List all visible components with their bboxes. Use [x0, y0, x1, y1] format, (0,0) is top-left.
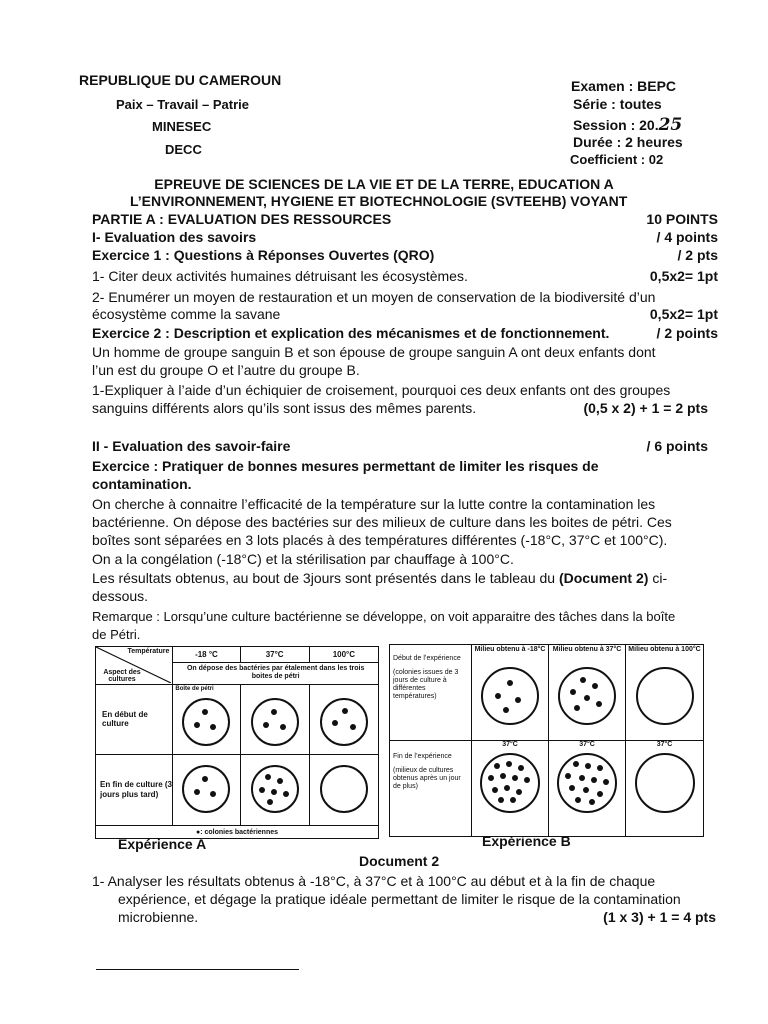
ministry-name: MINESEC — [152, 119, 212, 134]
paragraph-line-4: On a la congélation (-18°C) et la stérilisation par chauffage à 100°C. — [92, 551, 514, 567]
exercise-heading-line-2: contamination. — [92, 476, 192, 492]
exercise-2-text-1: Un homme de groupe sanguin B et son épouse de groupe sanguin A ont deux enfants dont — [92, 344, 656, 360]
experience-a-caption: Expérience A — [118, 836, 207, 852]
exercise-2-question-line-2: sanguins différents alors qu’ils sont issus des mêmes parents. (0,5 x 2) + 1 = 2 pts — [92, 400, 708, 416]
dish-cell-b1-2 — [549, 645, 626, 741]
document-2-label: Document 2 — [359, 853, 440, 869]
section-2-heading: II - Evaluation des savoir-faire / 6 points — [92, 438, 708, 454]
temp-label-b2-3: 37°C — [656, 741, 673, 748]
experience-a-table — [95, 646, 379, 839]
paragraph-line-1: On cherche à connaitre l’efficacité de la température sur la lutte contre la contamination les — [92, 496, 656, 512]
corner-aspect: Aspect des cultures — [103, 668, 141, 683]
office-name: DECC — [165, 142, 202, 157]
experience-b-caption: Expérience B — [482, 833, 571, 849]
legend-colonies: ●: colonies bactériennes — [96, 826, 379, 839]
temp-label-b2-1: 37°C — [502, 741, 518, 748]
petri-dish — [251, 698, 299, 746]
petri-dish — [558, 667, 616, 725]
remark-line-2: de Pétri. — [92, 627, 141, 642]
dish-cell-b1-1 — [472, 645, 549, 741]
final-question-line-3: microbienne. (1 x 3) + 1 = 4 pts — [118, 909, 716, 925]
start-note: (colonies issues de 3 jours de culture à différentes températures) — [393, 669, 459, 700]
final-question-line-1: 1- Analyser les résultats obtenus à -18°C, à 37°C et à 100°C au début et à la fin de chaque — [92, 873, 656, 889]
corner-cell — [96, 647, 173, 685]
end-title: Fin de l’expérience — [393, 753, 452, 760]
paragraph-line-6: dessous. — [92, 588, 149, 604]
dish-cell-a1-2 — [240, 684, 309, 754]
dish-cell-a2-2 — [240, 754, 309, 826]
experience-b-table — [389, 644, 704, 837]
row-end-label: En fin de culture (3 jours plus tard) — [96, 754, 173, 826]
partie-a-heading: PARTIE A : EVALUATION DES RESSOURCES 10 POINTS — [92, 211, 718, 227]
dish-cell-b2-1 — [472, 741, 549, 837]
col-header-2: Milieu obtenu à 37°C — [552, 646, 622, 653]
exam-serie: Série : toutes — [573, 96, 662, 112]
dish-cell-b1-3 — [626, 645, 704, 741]
deposit-subheader: On dépose des bactéries par étalement dans les trois boites de pétri — [173, 662, 379, 684]
row-start-label: En début de culture — [96, 684, 173, 754]
exam-session: Session : 20.25 — [573, 115, 683, 135]
temp-col-3: 100°C — [309, 647, 378, 663]
session-year-handwritten: 25 — [658, 115, 683, 135]
corner-temperature: Température — [127, 648, 170, 655]
start-title: Début de l’expérience — [393, 655, 461, 662]
petri-dish — [251, 765, 299, 813]
paragraph-line-2: bactérienne. On dépose des bactéries sur des milieux de culture dans les boites de pétri. Ces — [92, 514, 672, 530]
row-start-cell — [390, 645, 472, 741]
title-line-2: L’ENVIRONNEMENT, HYGIENE ET BIOTECHNOLOGIE (SVTEEHB) VOYANT — [130, 193, 628, 209]
petri-dish-empty — [635, 753, 695, 813]
exam-coefficient: Coefficient : 02 — [570, 152, 664, 167]
exercise-heading-line-1: Exercice : Pratiquer de bonnes mesures permettant de limiter les risques de — [92, 458, 599, 474]
question-2-line-1: 2- Enumérer un moyen de restauration et un moyen de conservation de la biodiversité d’un — [92, 289, 656, 305]
document-2-reference: (Document 2) — [558, 570, 649, 586]
petri-dish-label: Boîte de pétri — [175, 685, 214, 692]
col-header-1: Milieu obtenu à -18°C — [474, 646, 546, 653]
bottom-rule — [96, 969, 299, 970]
question-1: 1- Citer deux activités humaines détruisant les écosystèmes. 0,5x2= 1pt — [92, 268, 718, 284]
temp-col-2: 37°C — [240, 647, 309, 663]
petri-dish-empty — [320, 765, 368, 813]
remark-line-1: Remarque : Lorsqu’une culture bactérienne se développe, on voit apparaitre des tâches dans la boîte — [92, 609, 676, 624]
final-question-line-2: expérience, et dégage la pratique idéale permettant de limiter le risque de la contamination — [118, 891, 681, 907]
petri-dish — [481, 667, 539, 725]
national-motto: Paix – Travail – Patrie — [116, 97, 249, 112]
question-2-line-2: écosystème comme la savane 0,5x2= 1pt — [92, 306, 718, 322]
row-end-cell — [390, 741, 472, 837]
exercise-2-text-2: l’un est du groupe O et l’autre du groupe B. — [92, 362, 360, 378]
country-name: REPUBLIQUE DU CAMEROUN — [79, 72, 282, 88]
exercise-2-question-line-1: 1-Expliquer à l’aide d’un échiquier de croisement, pourquoi ces deux enfants ont des groupes — [92, 382, 671, 398]
exam-duration: Durée : 2 heures — [573, 134, 683, 150]
petri-dish — [320, 698, 368, 746]
petri-dish — [480, 753, 540, 813]
paragraph-line-5: Les résultats obtenus, au bout de 3jours sont présentés dans le tableau du (Document 2) ci- — [92, 570, 668, 586]
exercise-1-heading: Exercice 1 : Questions à Réponses Ouvertes (QRO) / 2 pts — [92, 247, 718, 263]
exam-name: Examen : BEPC — [571, 78, 677, 94]
petri-dish — [557, 753, 617, 813]
temp-col-1: -18 °C — [173, 647, 240, 663]
dish-cell-a1-3 — [309, 684, 378, 754]
exercise-2-heading: Exercice 2 : Description et explication des mécanismes et de fonctionnement. / 2 points — [92, 325, 718, 341]
petri-dish-empty — [636, 667, 694, 725]
paragraph-line-3: boîtes sont séparées en 3 lots placés à des températures différentes (-18°C, 37°C et 100°C). — [92, 532, 668, 548]
temp-label-b2-2: 37°C — [579, 741, 595, 748]
section-1-heading: I- Evaluation des savoirs / 4 points — [92, 229, 718, 245]
dish-cell-a1-1 — [173, 684, 240, 754]
dish-cell-a2-3 — [309, 754, 378, 826]
title-line-1: EPREUVE DE SCIENCES DE LA VIE ET DE LA TERRE, EDUCATION A — [154, 176, 614, 192]
petri-dish — [182, 698, 230, 746]
dish-cell-b2-3 — [626, 741, 704, 837]
dish-cell-a2-1 — [173, 754, 240, 826]
petri-dish — [182, 765, 230, 813]
dish-cell-b2-2 — [549, 741, 626, 837]
col-header-3: Milieu obtenu à 100°C — [628, 646, 701, 653]
end-note: (milieux de cultures obtenus après un jour de plus) — [393, 767, 461, 790]
